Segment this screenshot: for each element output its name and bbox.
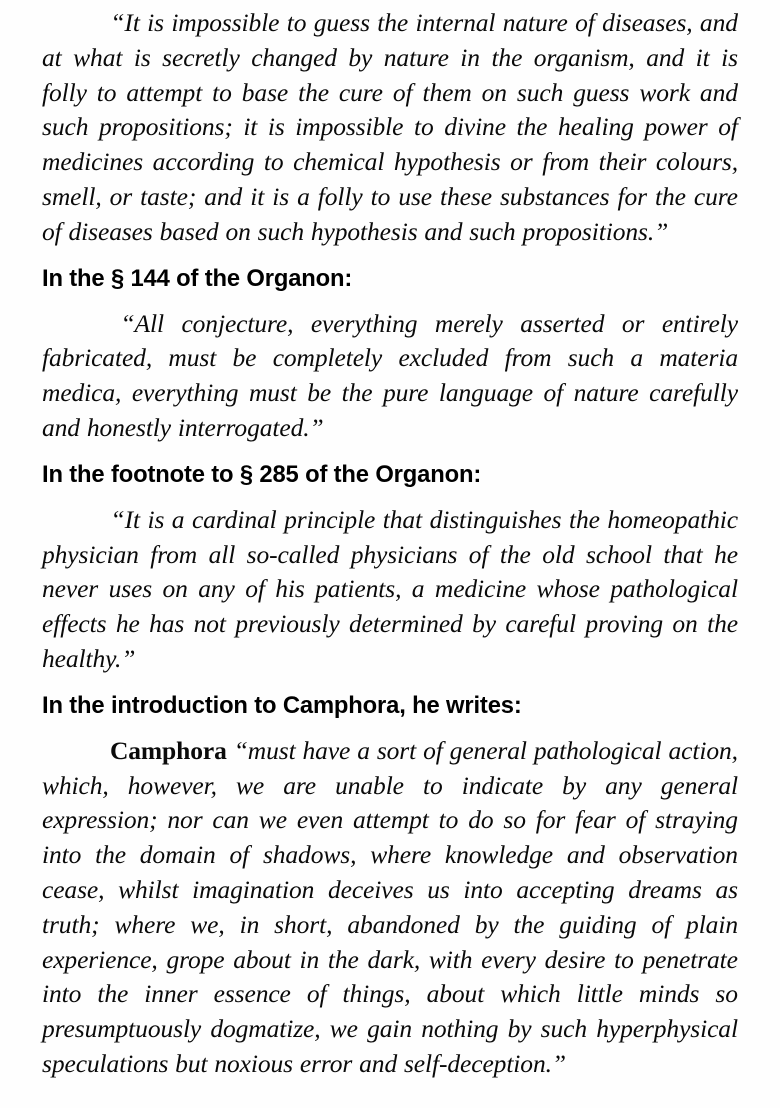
word: interrogated.” [177,412,324,442]
word: the [499,539,531,569]
quote-line [42,503,738,538]
word: are [283,770,316,800]
word: for [617,181,647,211]
word: nature [573,378,639,408]
word: in [239,909,260,939]
word: whose [536,574,600,604]
spacer [42,490,738,503]
word: is [133,42,151,72]
word: of [42,216,62,246]
spacer [42,721,738,734]
quote-organon-internal-nature [42,6,738,250]
word: from [504,343,552,373]
word: what [73,42,123,72]
word: from [542,147,590,177]
word: a [411,574,425,604]
word: inner [144,979,198,1009]
word: by [348,42,373,72]
word: to [96,77,117,107]
word: of [468,539,489,569]
word: general [660,770,738,800]
word: medicine [434,574,527,604]
word: that [663,539,703,569]
quote-line [42,341,738,376]
word: action, [668,735,738,765]
quote-organon-144 [42,307,738,446]
quote-line [42,642,738,677]
word: speculations [42,1048,169,1078]
word: guiding [559,909,637,939]
word: so-called [246,539,340,569]
word: power [644,112,708,142]
quote-camphora [42,734,738,1082]
heading-organon-285-footnote: In the footnote to § 285 of the Organon: [42,460,482,488]
word: hypothesis [393,147,501,177]
word: their [598,147,647,177]
word: dreams [628,874,702,904]
word: “must [233,735,296,765]
word: however, [127,770,217,800]
quote-line [42,376,738,411]
word: general [449,735,527,765]
word: taste; [140,181,197,211]
word: we [329,1014,358,1044]
word: diseases, [602,8,693,37]
word: careful [505,609,576,639]
quote-line [42,943,738,978]
word: excluded [398,343,489,373]
word: do [468,805,494,835]
word: previously [235,609,340,639]
word: internal [415,8,496,37]
quote-line [42,538,738,573]
word: the [516,112,548,142]
word: by [507,1014,532,1044]
word: observation [618,840,738,870]
word: school [585,539,652,569]
word: medica, [42,378,122,408]
word: pathological [533,735,662,765]
quote-organon-285 [42,503,738,677]
word: of [625,805,646,835]
quote-line [42,1012,738,1047]
word: of [229,840,250,870]
word: based [159,216,219,246]
word: such [540,1014,588,1044]
word: changed [251,42,337,72]
word: plain [686,909,738,939]
spacer [42,294,738,307]
word: where [114,909,176,939]
word: the [707,609,738,639]
quote-line [42,76,738,111]
word: is [147,8,164,37]
word: the [327,944,359,974]
word: everything [310,308,418,338]
spacer [42,677,738,691]
word: distinguishes [429,504,562,534]
word: have [302,735,351,765]
word: it [243,112,258,142]
quote-line [42,803,738,838]
word: such [516,77,564,107]
word: we, [190,909,225,939]
word: and [699,77,738,107]
word: everything [131,378,239,408]
word: he [115,609,140,639]
word: accepting [516,874,615,904]
word: truth; [42,909,100,939]
quote-line [42,145,738,180]
word: hyperphysical [596,1014,738,1044]
word: “It [110,8,140,37]
word: principle [284,504,376,534]
word: the [568,504,600,534]
word: in [299,944,320,974]
word: diseases [68,216,153,246]
word: the [513,909,545,939]
quote-line [42,873,738,908]
word: every [481,944,536,974]
word: the [655,181,686,211]
lead-word-camphora: Camphora [109,735,227,765]
word: of [575,8,595,37]
word: guess [573,77,630,107]
word: impossible [171,8,280,37]
word: noxious [214,1048,293,1078]
word: a [357,735,370,765]
document-body [42,6,738,1082]
word: essence [213,979,291,1009]
quote-line [42,6,738,41]
word: deceives [327,874,414,904]
word: abandoned [347,909,460,939]
word: experience, [42,944,158,974]
word: impossible [295,112,404,142]
word: but [175,1048,208,1078]
word: to [212,77,232,107]
word: in [460,42,480,72]
word: indicate [461,770,544,800]
word: merely [434,308,503,338]
quote-line [42,734,738,769]
word: he [714,539,738,569]
word: us [427,874,450,904]
word: the [491,42,523,72]
word: physicians [350,539,458,569]
word: work [639,77,690,107]
word: and [646,42,685,72]
word: such [567,343,615,373]
word: of [245,574,265,604]
word: never [42,574,99,604]
quote-line [42,769,738,804]
word: or [510,147,533,177]
word: things, [342,979,411,1009]
word: on [162,574,188,604]
word: effects [42,609,107,639]
word: by [474,909,499,939]
word: has [149,609,185,639]
word: attempt [353,805,429,835]
word: completely [272,343,383,373]
word: so [503,805,526,835]
word: nothing [421,1014,499,1044]
word: “All [120,308,164,338]
word: be [307,378,332,408]
word: into [42,840,82,870]
word: old [542,539,575,569]
word: is [721,42,738,72]
word: a [297,181,310,211]
word: the [298,77,329,107]
word: entirely [661,308,738,338]
word: all [208,539,236,569]
quote-line [42,180,738,215]
word: is [272,181,290,211]
word: these [440,181,492,211]
quote-line [42,41,738,76]
word: desire [544,944,606,974]
word: into [42,979,82,1009]
word: carefully [649,378,738,408]
quote-line [42,215,738,250]
quote-line [42,411,738,446]
word: where [370,840,432,870]
word: substances [499,181,610,211]
word: materia [659,343,738,373]
word: uses [108,574,153,604]
word: it [695,42,710,72]
word: cure [693,181,738,211]
word: it [250,181,265,211]
word: be [232,343,257,373]
word: any [605,770,642,800]
word: on [481,77,507,107]
word: to [423,770,443,800]
word: of [543,378,564,408]
word: such [257,216,304,246]
quote-line [42,607,738,642]
word: we [236,770,265,800]
word: can [212,805,249,835]
word: the [95,840,126,870]
word: hypothesis [310,216,418,246]
word: cure [338,77,383,107]
word: cease, [42,874,105,904]
word: organism, [533,42,635,72]
word: that [382,504,423,534]
word: nor [167,805,203,835]
word: healing [557,112,634,142]
word: grope [166,944,225,974]
word: gain [367,1014,412,1044]
word: secretly [162,42,240,72]
word: conjecture, [181,308,294,338]
word: healthy.” [42,643,136,673]
word: such [469,216,516,246]
word: according [152,147,255,177]
quote-line [42,572,738,607]
word: dogmatize, [210,1014,321,1044]
word: medicines [42,147,144,177]
word: divine [444,112,506,142]
word: to [286,8,307,37]
word: smell, [42,181,102,211]
word: of [718,112,738,142]
word: and [204,181,243,211]
spacer [42,446,738,460]
word: is [147,504,165,534]
word: with [428,944,473,974]
word: chemical [293,147,385,177]
word: we [258,805,287,835]
word: and [359,1048,398,1078]
word: the [377,8,409,37]
word: even [296,805,344,835]
word: of [423,735,443,765]
word: colours, [655,147,738,177]
word: honestly [86,412,172,442]
quote-line [42,838,738,873]
word: sort [376,735,417,765]
word: about [233,944,291,974]
word: propositions.” [522,216,669,246]
word: the [341,378,373,408]
word: such [42,112,89,142]
word: by [472,609,496,639]
word: by [562,770,587,800]
word: cardinal [191,504,277,534]
word: knowledge [444,840,554,870]
word: or [109,181,133,211]
word: about [426,979,485,1009]
word: domain [139,840,216,870]
word: into [463,874,503,904]
word: asserted [520,308,605,338]
word: proving [585,609,664,639]
word: to [370,181,391,211]
quote-line [42,307,738,342]
heading-organon-144: In the § 144 of the Organon: [42,264,353,292]
word: language [438,378,533,408]
word: of [651,909,672,939]
word: must [248,378,297,408]
word: which, [42,770,109,800]
word: any [198,574,235,604]
word: for [535,805,566,835]
word: determined [348,609,463,639]
word: guess [313,8,370,37]
word: them [422,77,472,107]
word: straying [655,805,738,835]
word: error [299,1048,353,1078]
quote-line [42,908,738,943]
word: on [672,609,698,639]
word: base [241,77,289,107]
word: is [267,112,285,142]
word: pathological [610,574,738,604]
word: expression; [42,805,158,835]
word: on [225,216,251,246]
word: which [500,979,561,1009]
word: to [413,112,434,142]
word: folly [42,77,87,107]
word: patients, [315,574,402,604]
word: attempt [126,77,203,107]
word: must [168,343,217,373]
word: self-deception.” [403,1048,566,1078]
word: use [398,181,433,211]
word: nature [502,8,568,37]
word: of [306,979,327,1009]
word: to [614,944,634,974]
word: propositions; [98,112,233,142]
word: and [42,412,80,442]
word: presumptuously [42,1014,202,1044]
word: penetrate [642,944,738,974]
word: at [42,42,62,72]
word: fabricated, [42,343,153,373]
word: not [193,609,226,639]
word: of [392,77,413,107]
word: shadows, [262,840,357,870]
word: or [621,308,645,338]
word: little [576,979,623,1009]
word: fear [575,805,616,835]
word: to [263,147,284,177]
word: folly [317,181,363,211]
word: physician [42,539,139,569]
word: so [715,979,738,1009]
word: dark, [367,944,421,974]
word: pure [382,378,429,408]
word: the [97,979,129,1009]
quote-line [42,1047,738,1082]
word: minds [638,979,700,1009]
word: and [566,840,605,870]
word: a [630,343,644,373]
word: a [171,504,185,534]
word: “It [110,504,140,534]
word: homeopathic [607,504,738,534]
word: to [438,805,459,835]
word: his [275,574,305,604]
word: and [699,8,738,37]
word: whilst [118,874,179,904]
spacer [42,250,738,264]
word: unable [335,770,404,800]
word: short, [274,909,333,939]
word: as [715,874,738,904]
word: nature [383,42,449,72]
word: and [424,216,463,246]
quote-line [42,977,738,1012]
heading-camphora-introduction: In the introduction to Camphora, he writes: [42,691,522,719]
quote-line [42,110,738,145]
word: imagination [192,874,315,904]
word: from [150,539,198,569]
